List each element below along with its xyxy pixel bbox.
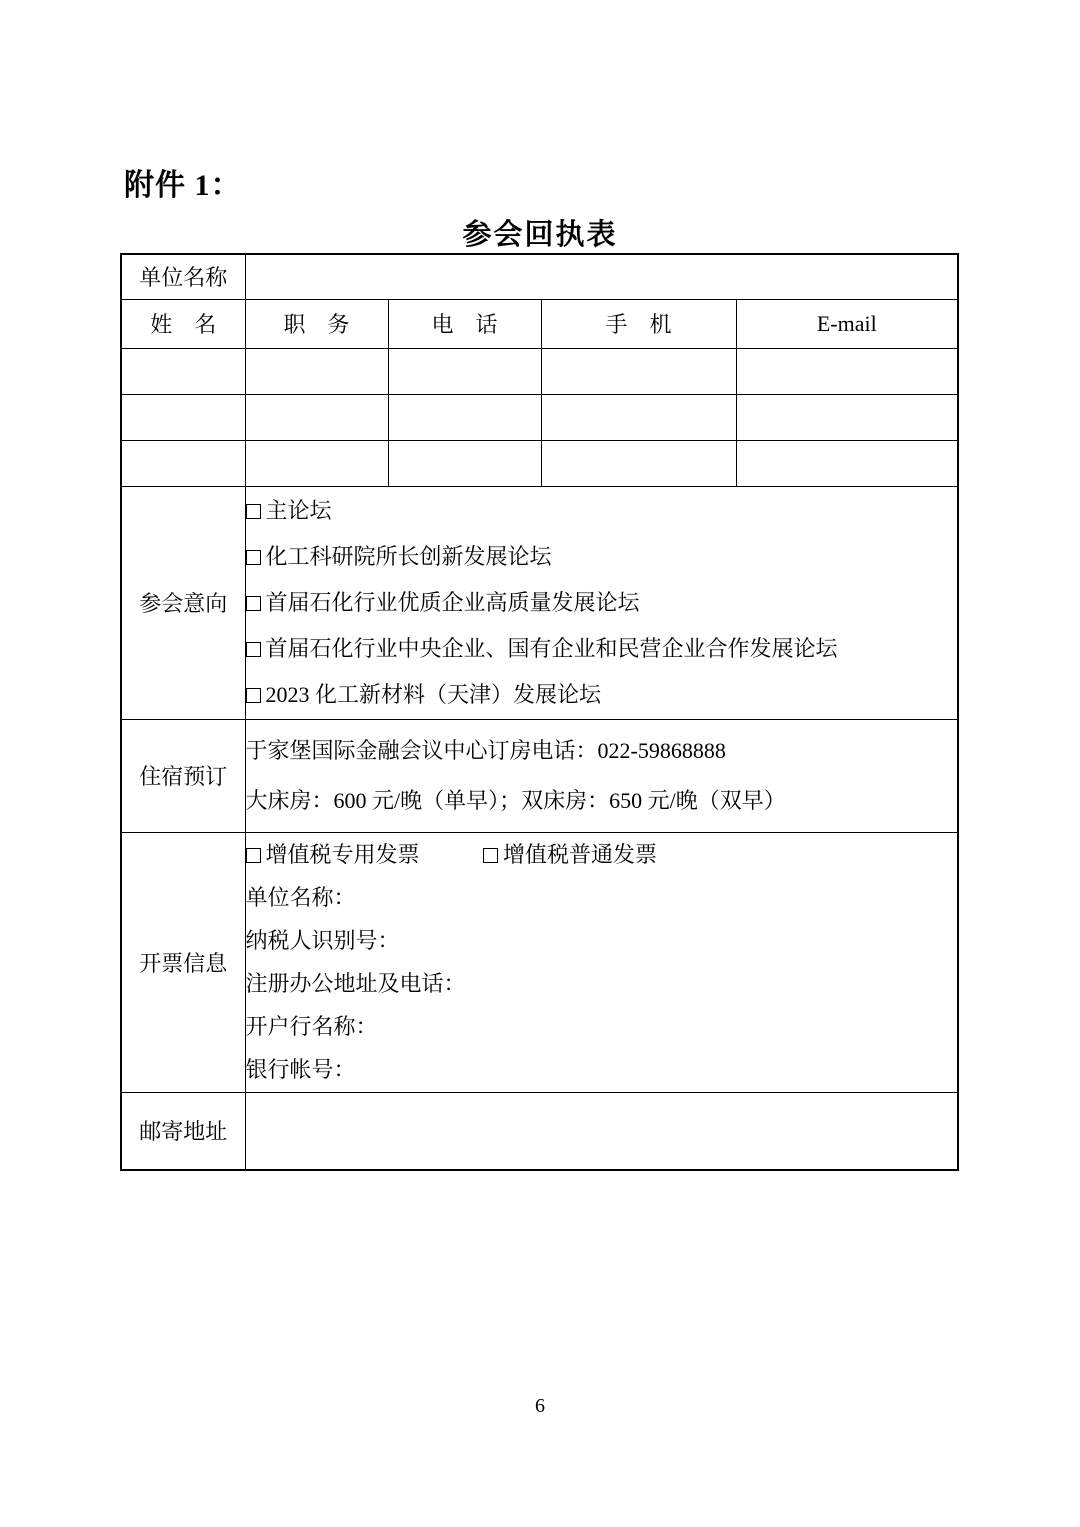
unit-name-input-cell[interactable] <box>245 254 958 299</box>
participation-options-cell <box>245 486 958 719</box>
empty-cell[interactable] <box>121 440 245 486</box>
mailing-address-label: 邮寄地址 <box>121 1092 245 1170</box>
forum-option-label: 首届石化行业优质企业高质量发展论坛 <box>265 589 640 615</box>
invoice-row <box>121 832 958 1092</box>
accommodation-label: 住宿预订 <box>121 719 245 832</box>
col-header-name: 姓 名 <box>121 299 245 348</box>
unit-name-label: 单位名称 <box>121 254 245 299</box>
attachment-label: 附件 1： <box>124 169 242 202</box>
empty-cell[interactable] <box>245 440 388 486</box>
invoice-label: 开票信息 <box>121 832 245 1092</box>
empty-cell[interactable] <box>388 394 541 440</box>
col-header-phone: 电 话 <box>388 299 541 348</box>
forum-option-label: 首届石化行业中央企业、国有企业和民营企业合作发展论坛 <box>265 635 838 661</box>
invoice-field-label: 银行帐号： <box>245 1057 356 1082</box>
invoice-type-general-label: 增值税普通发票 <box>503 842 658 867</box>
mailing-address-row <box>121 1092 958 1170</box>
participation-row <box>121 486 958 719</box>
empty-cell[interactable] <box>388 348 541 394</box>
empty-cell[interactable] <box>736 440 958 486</box>
forum-option <box>246 488 958 534</box>
reply-form-table-wrap <box>120 253 959 1171</box>
invoice-type-line <box>246 833 958 876</box>
page-title: 参会回执表 <box>462 219 618 251</box>
empty-cell[interactable] <box>388 440 541 486</box>
empty-cell[interactable] <box>541 394 736 440</box>
attendee-row <box>121 394 958 440</box>
empty-cell[interactable] <box>736 394 958 440</box>
empty-cell[interactable] <box>245 348 388 394</box>
checkbox-icon[interactable] <box>246 642 261 657</box>
forum-option-label: 化工科研院所长创新发展论坛 <box>265 543 552 569</box>
col-header-mobile: 手 机 <box>541 299 736 348</box>
col-header-position: 职 务 <box>245 299 388 348</box>
empty-cell[interactable] <box>121 394 245 440</box>
mailing-address-input-cell[interactable] <box>245 1092 958 1170</box>
empty-cell[interactable] <box>736 348 958 394</box>
accommodation-row <box>121 719 958 832</box>
forum-option <box>246 626 958 672</box>
forum-option-label: 2023 化工新材料（天津）发展论坛 <box>265 681 602 707</box>
checkbox-icon[interactable] <box>246 688 261 703</box>
col-header-email: E-mail <box>736 299 958 348</box>
invoice-field-label: 开户行名称： <box>245 1014 378 1039</box>
empty-cell[interactable] <box>541 348 736 394</box>
checkbox-icon[interactable] <box>246 550 261 565</box>
attendee-row <box>121 348 958 394</box>
empty-cell[interactable] <box>245 394 388 440</box>
empty-cell[interactable] <box>121 348 245 394</box>
forum-option <box>246 580 958 626</box>
checkbox-icon[interactable] <box>246 596 261 611</box>
invoice-field-label: 单位名称： <box>245 885 356 910</box>
forum-option <box>246 534 958 580</box>
invoice-field-label: 纳税人识别号： <box>245 928 400 953</box>
attendee-row <box>121 440 958 486</box>
accommodation-info-cell <box>245 719 958 832</box>
forum-option <box>246 672 958 718</box>
forum-option-label: 主论坛 <box>265 497 332 523</box>
empty-cell[interactable] <box>541 440 736 486</box>
hotel-phone-line: 于家堡国际金融会议中心订房电话：022-59868888 <box>245 737 726 763</box>
reply-form-table <box>120 253 959 1171</box>
invoice-type-special-label: 增值税专用发票 <box>265 842 420 867</box>
invoice-info-cell <box>245 832 958 1092</box>
invoice-field-label: 注册办公地址及电话： <box>245 971 466 996</box>
participation-label: 参会意向 <box>121 486 245 719</box>
checkbox-icon[interactable] <box>246 504 261 519</box>
header-row <box>121 299 958 348</box>
checkbox-icon[interactable] <box>483 848 498 863</box>
checkbox-icon[interactable] <box>246 848 261 863</box>
page-number: 6 <box>535 1395 545 1417</box>
unit-name-row <box>121 254 958 299</box>
room-rates-line: 大床房：600 元/晚（单早）；双床房：650 元/晚（双早） <box>245 787 786 813</box>
